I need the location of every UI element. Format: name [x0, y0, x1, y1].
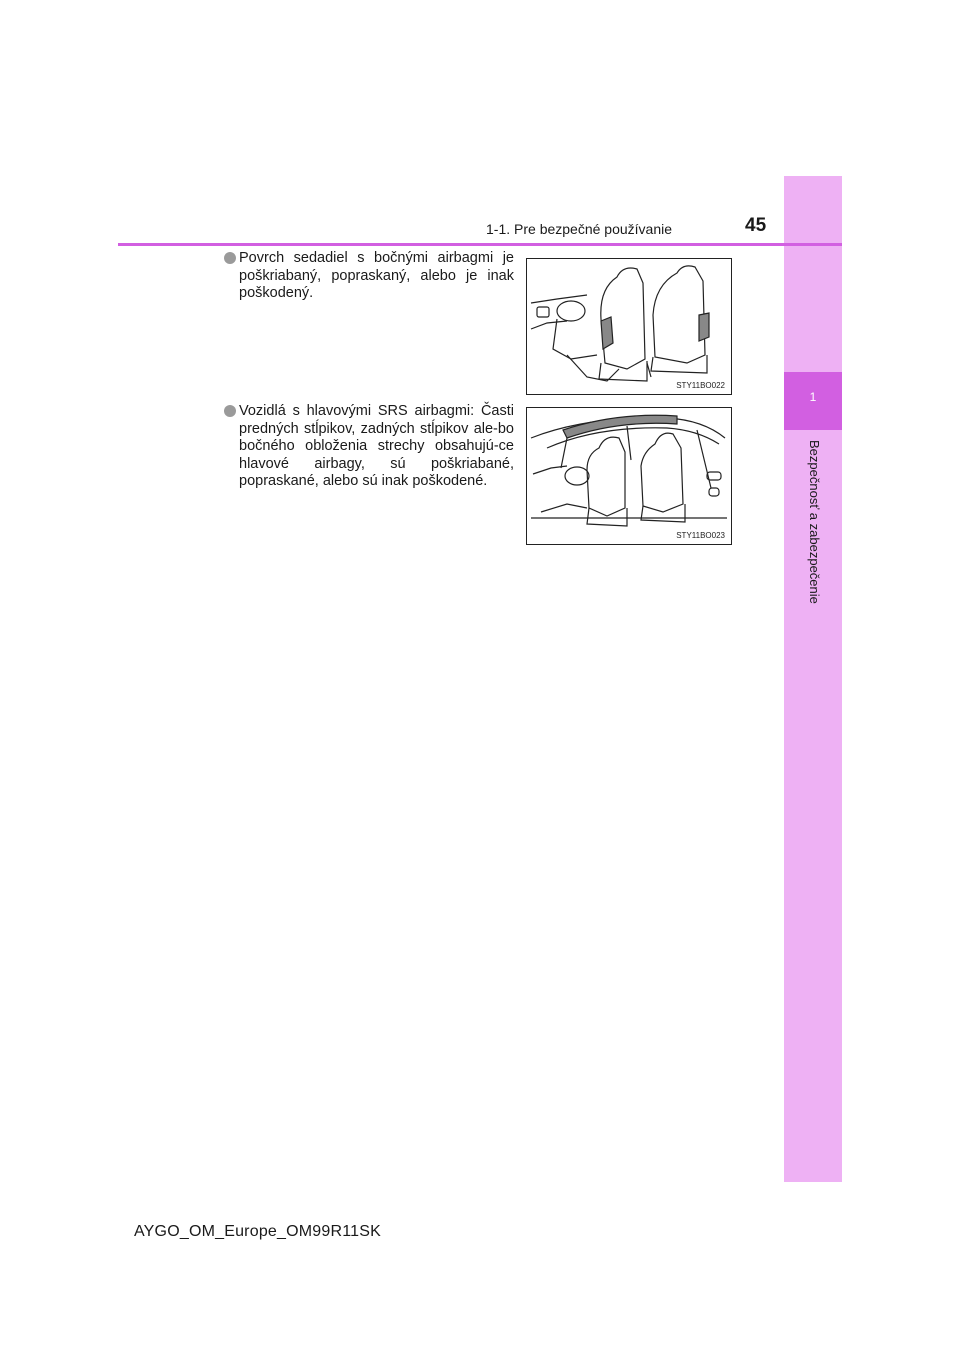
- bullet-item: [224, 403, 514, 491]
- bullet-dot-icon: [224, 405, 236, 417]
- curtain-airbag-illustration-icon: [527, 408, 730, 543]
- seat-side-airbag-figure: [526, 258, 732, 395]
- curtain-airbag-figure: [526, 407, 732, 545]
- section-title: 1-1. Pre bezpečné používanie: [486, 221, 673, 237]
- chapter-side-tab: [784, 176, 842, 1182]
- bullet-text: Vozidlá s hlavovými SRS airbagmi: Časti predných stĺpikov, zadných stĺpikov ale-bo bočného obloženia strechy obsahujú-ce hlavové airbagy, sú poškriabané, popraskané, alebo sú inak poškodené.: [239, 403, 514, 489]
- chapter-title: Bezpečnosť a zabezpečenie: [807, 440, 822, 604]
- bullet-text: Povrch sedadiel s bočnými airbagmi je poškriabaný, popraskaný, alebo je inak poškodený.: [239, 250, 514, 301]
- bullet-dot-icon: [224, 252, 236, 264]
- figure-code: STY11BO023: [676, 531, 725, 540]
- seat-side-airbag-illustration-icon: [527, 259, 730, 393]
- footer-doc-code: AYGO_OM_Europe_OM99R11SK: [134, 1223, 381, 1240]
- bullet-item: [224, 250, 514, 303]
- header-rule: [118, 243, 842, 246]
- chapter-number: 1: [809, 390, 817, 404]
- figure-code: STY11BO022: [676, 381, 725, 390]
- page-number: 45: [745, 215, 767, 236]
